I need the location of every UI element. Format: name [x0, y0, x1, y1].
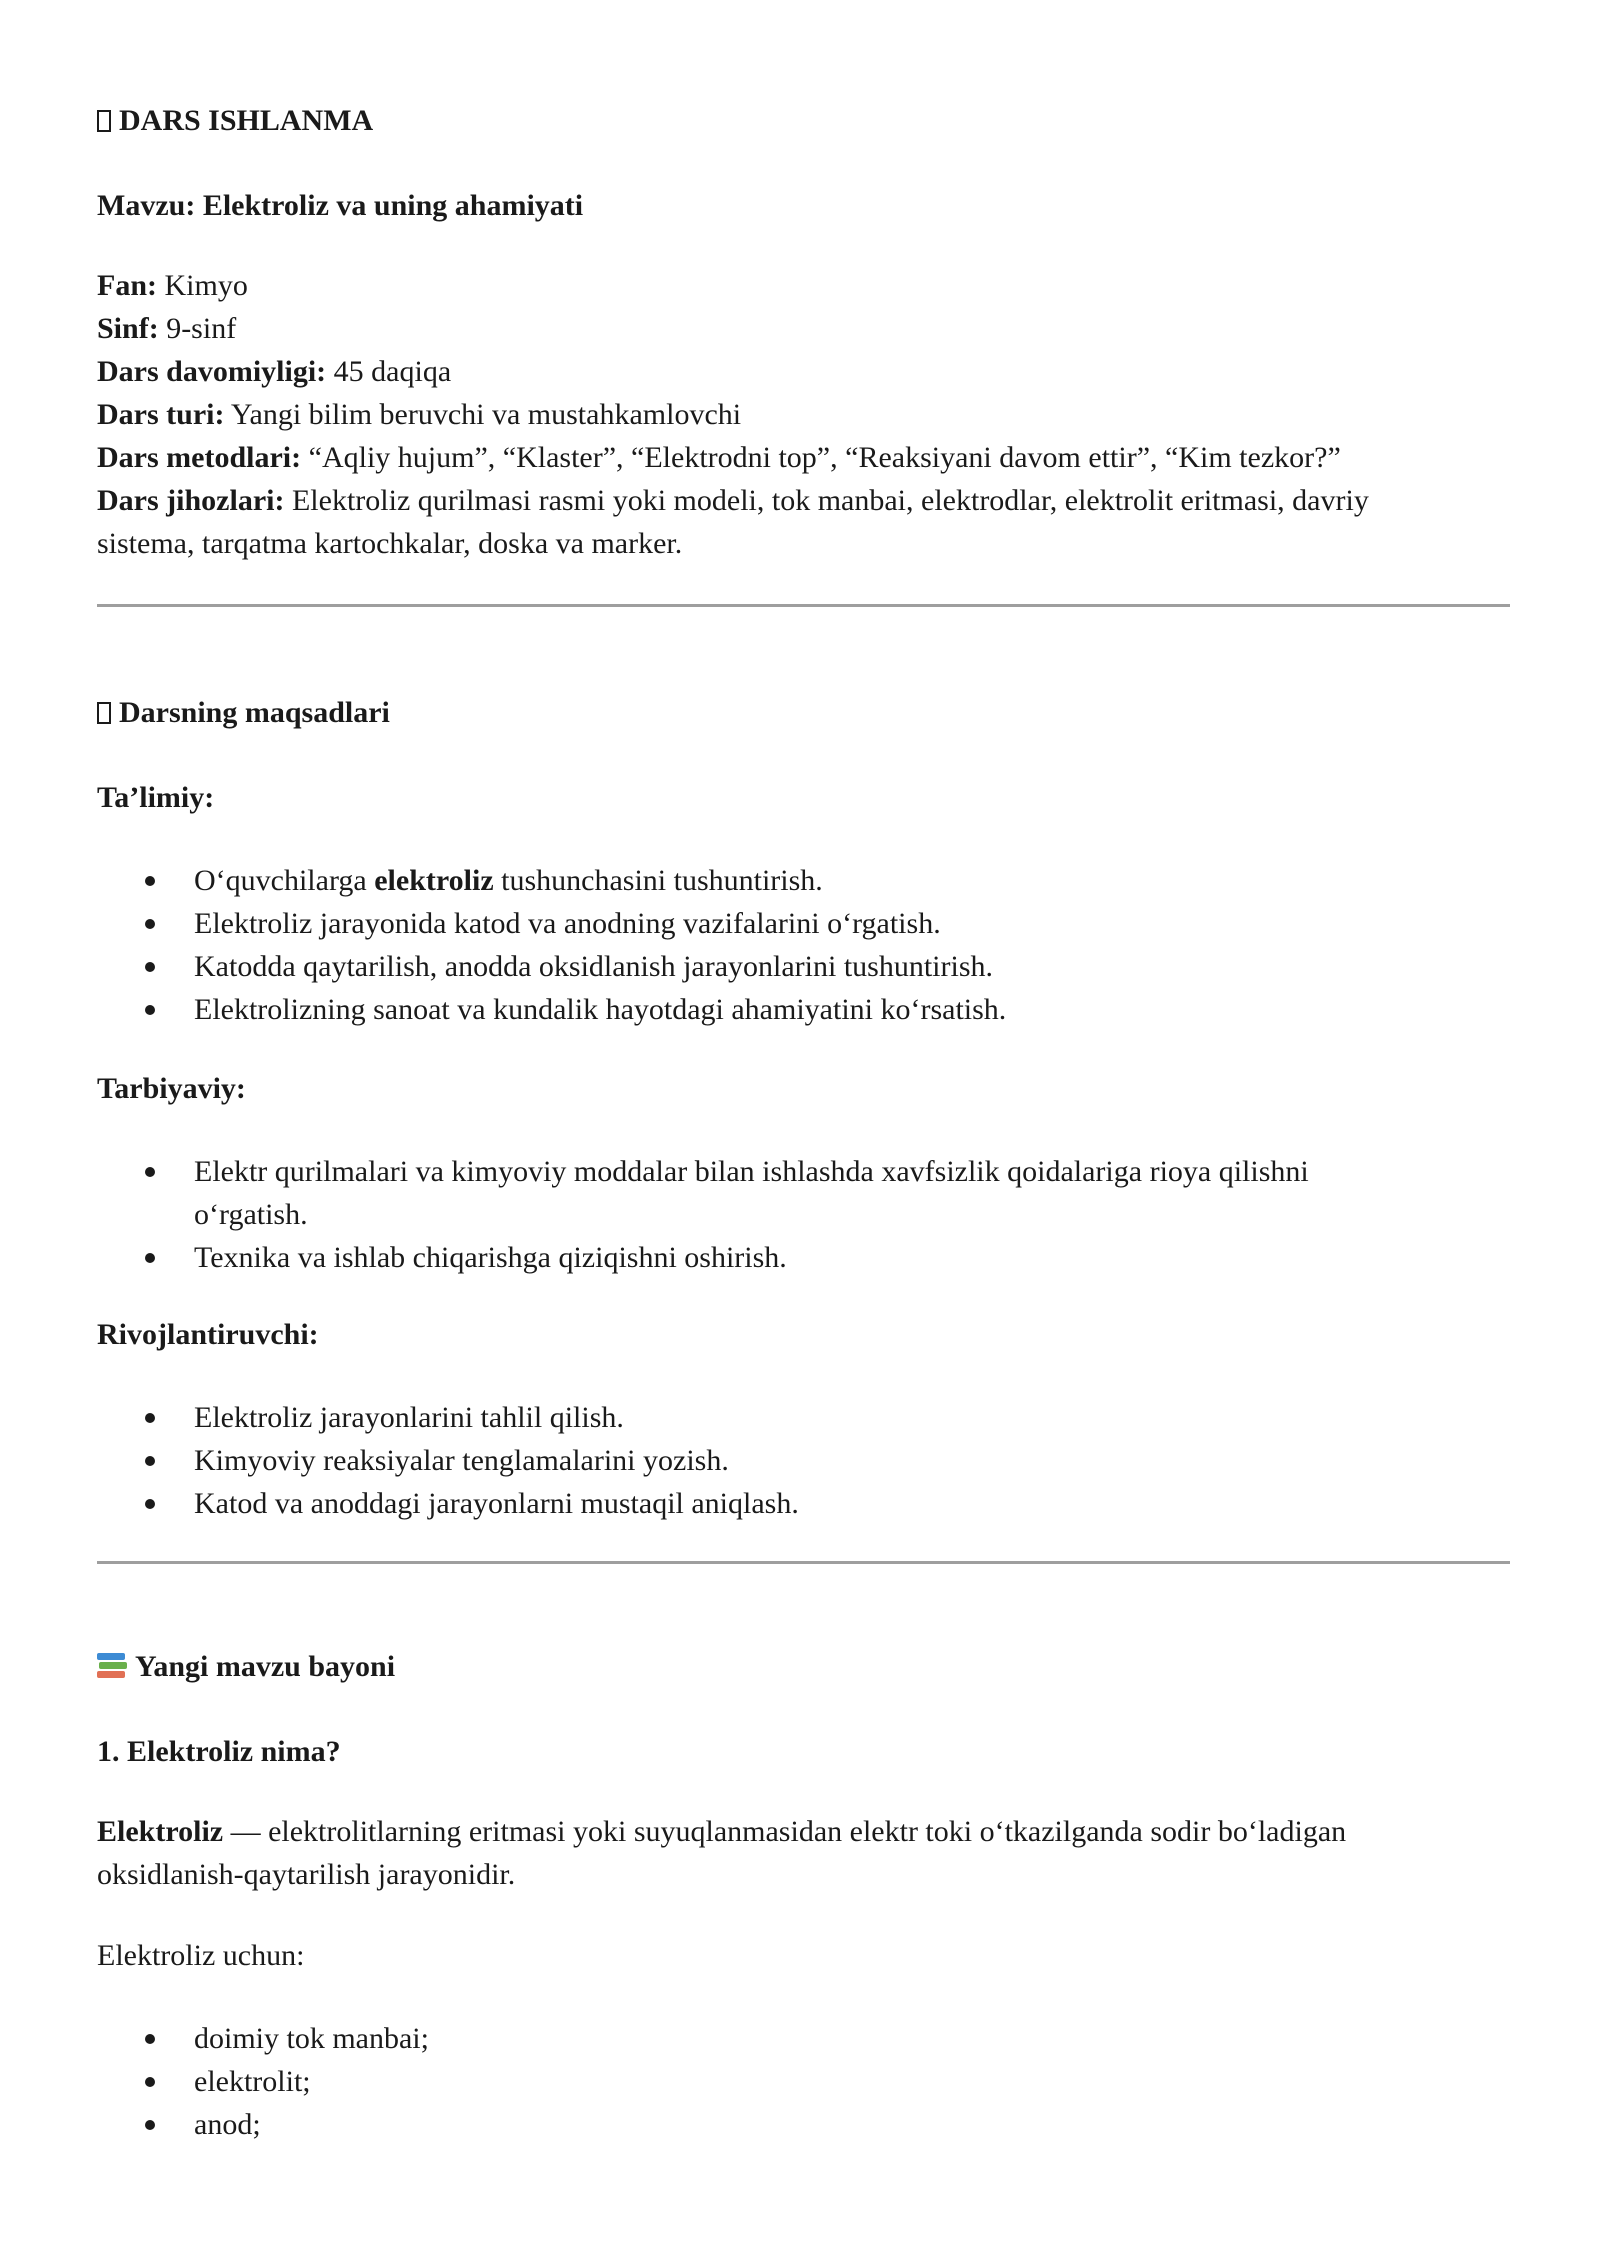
bullet-icon	[145, 876, 155, 886]
bullet-icon	[145, 1005, 155, 1015]
bullet-icon	[145, 1413, 155, 1423]
list-item: Elektroliz jarayonida katod va anodning vazifalarini o‘rgatish.	[194, 907, 941, 940]
box-glyph-icon	[97, 110, 111, 132]
bullet-icon	[145, 1167, 155, 1177]
bullet-icon	[145, 1253, 155, 1263]
new-topic-heading: Yangi mavzu bayoni	[97, 1645, 395, 1688]
topic-value: Elektroliz va uning ahamiyati	[202, 189, 584, 222]
list-item-continuation: o‘rgatish.	[194, 1198, 308, 1231]
bullet-icon	[145, 962, 155, 972]
upbringing-heading: Tarbiyaviy:	[97, 1072, 246, 1105]
list-item: Elektroliz jarayonlarini tahlil qilish.	[194, 1401, 624, 1434]
goals-heading: Darsning maqsadlari	[97, 691, 390, 734]
info-subject: Fan: Kimyo	[97, 269, 248, 302]
document-title: DARS ISHLANMA	[97, 99, 373, 142]
definition-continuation: oksidlanish-qaytarilish jarayonidir.	[97, 1858, 516, 1891]
educational-heading: Ta’limiy:	[97, 781, 215, 814]
info-equipment: Dars jihozlari: Elektroliz qurilmasi rasmi yoki modeli, tok manbai, elektrodlar, elektrolit eritmasi, davriy	[97, 484, 1369, 517]
section-divider	[97, 604, 1510, 607]
list-item: Katod va anoddagi jarayonlarni mustaqil aniqlash.	[194, 1487, 799, 1520]
list-item: Elektrolizning sanoat va kundalik hayotdagi ahamiyatini ko‘rsatish.	[194, 993, 1007, 1026]
bullet-icon	[145, 1499, 155, 1509]
list-item: O‘quvchilarga elektroliz tushunchasini tushuntirish.	[194, 864, 823, 897]
info-grade: Sinf: 9-sinf	[97, 312, 237, 345]
bullet-icon	[145, 2077, 155, 2087]
section-divider	[97, 1561, 1510, 1564]
list-item: Elektr qurilmalari va kimyoviy moddalar bilan ishlashda xavfsizlik qoidalariga rioya qilishni	[194, 1155, 1309, 1188]
topic-label: Mavzu:	[97, 189, 196, 222]
box-glyph-icon	[97, 702, 111, 724]
books-icon	[97, 1653, 127, 1679]
info-equipment-continuation: sistema, tarqatma kartochkalar, doska va marker.	[97, 527, 683, 560]
topic-line	[97, 184, 583, 227]
info-duration: Dars davomiyligi: 45 daqiqa	[97, 355, 452, 388]
bullet-icon	[145, 1456, 155, 1466]
list-item: doimiy tok manbai;	[194, 2022, 429, 2055]
list-item: Texnika va ishlab chiqarishga qiziqishni oshirish.	[194, 1241, 787, 1274]
bullet-icon	[145, 919, 155, 929]
developmental-heading: Rivojlantiruvchi:	[97, 1318, 319, 1351]
list-item: anod;	[194, 2108, 261, 2141]
list-item: Kimyoviy reaksiyalar tenglamalarini yozish.	[194, 1444, 729, 1477]
list-item: Katodda qaytarilish, anodda oksidlanish jarayonlarini tushuntirish.	[194, 950, 994, 983]
subsection-heading: 1. Elektroliz nima?	[97, 1735, 341, 1768]
info-methods: Dars metodlari: “Aqliy hujum”, “Klaster”, “Elektrodni top”, “Reaksiyani davom ettir”, “Kim tezkor?”	[97, 441, 1341, 474]
requirements-intro: Elektroliz uchun:	[97, 1939, 305, 1972]
definition-line: Elektroliz — elektrolitlarning eritmasi yoki suyuqlanmasidan elektr toki o‘tkazilganda sodir bo‘ladigan	[97, 1815, 1347, 1848]
list-item: elektrolit;	[194, 2065, 311, 2098]
bullet-icon	[145, 2034, 155, 2044]
info-lesson-type: Dars turi: Yangi bilim beruvchi va mustahkamlovchi	[97, 398, 742, 431]
bullet-icon	[145, 2120, 155, 2130]
